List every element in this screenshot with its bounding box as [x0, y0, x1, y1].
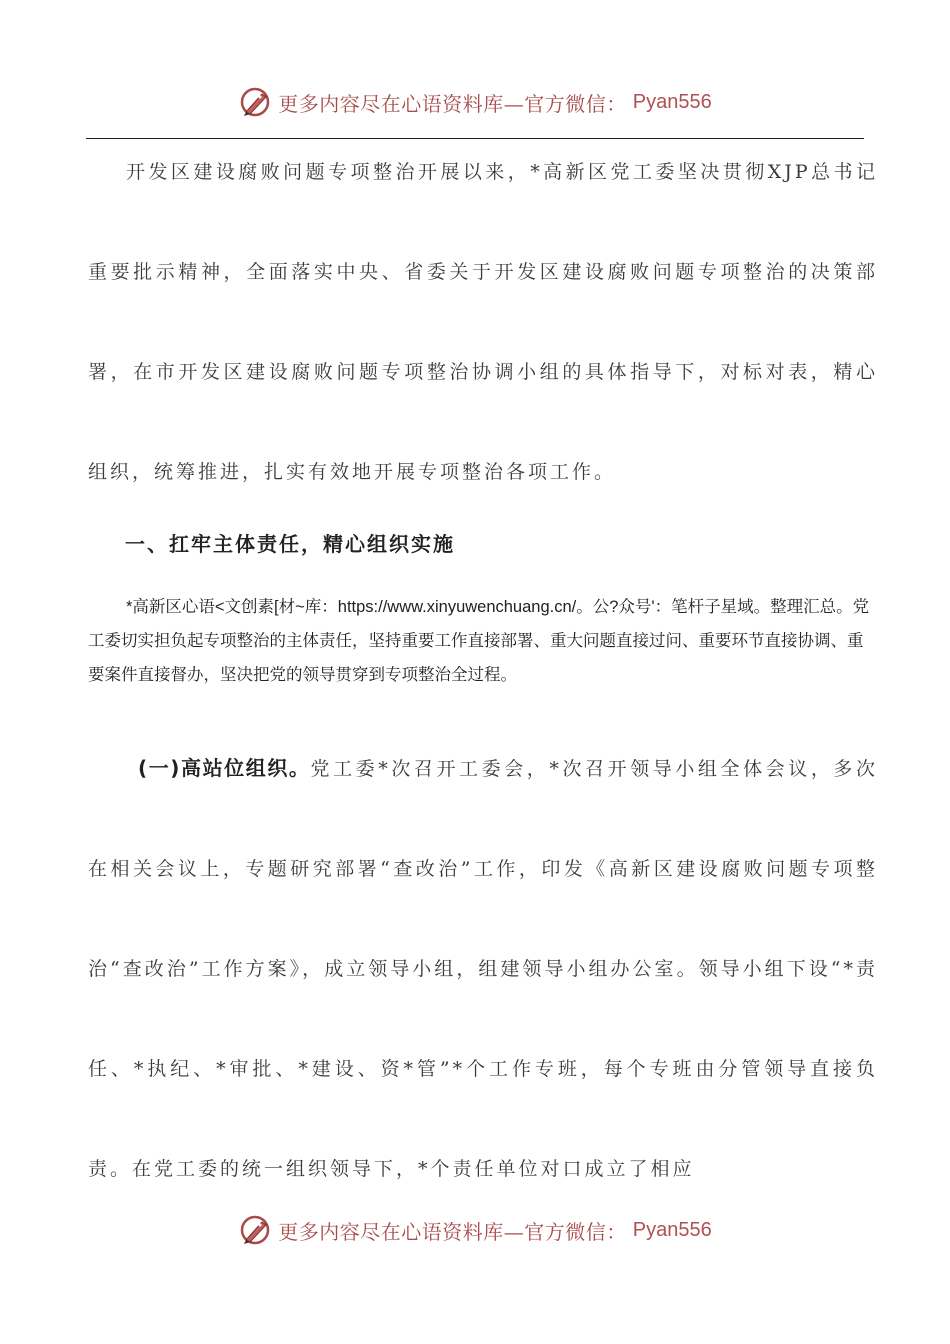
pen-logo-icon [238, 1213, 272, 1247]
footer-banner-id: Pyan556 [632, 1218, 712, 1241]
paragraph-3 [88, 718, 878, 1219]
paragraph-2 [88, 590, 878, 692]
header-banner-text: 更多内容尽在心语资料库—官方微信： [278, 91, 627, 116]
paragraph-2-text: *高新区心语<文创素[材~库：https://www.xinyuwenchuang.cn/。公?众号'：笔杆子星域。整理汇总。党工委切实担负起专项整治的主体责任，坚持重要工作直接部署、重大问题直接过问、重要环节直接协调、重要案件直接督办，坚决把党的领导贯穿到专项整治全过程。 [88, 598, 870, 684]
footer-banner [0, 1210, 950, 1250]
header-banner [0, 82, 950, 122]
paragraph-1 [88, 122, 878, 522]
section-heading-1: 一、扛牢主体责任，精心组织实施 [125, 532, 455, 556]
paragraph-1-text: 开发区建设腐败问题专项整治开展以来，*高新区党工委坚决贯彻XJP总书记重要批示精神，全面落实中央、省委关于开发区建设腐败问题专项整治的决策部署，在市开发区建设腐败问题专项整治协调小组的具体指导下，对标对表，精心组织，统筹推进，扎实有效地开展专项整治各项工作。 [88, 161, 878, 483]
header-banner-id: Pyan556 [632, 90, 712, 113]
paragraph-3-lead: (一)高站位组织。 [138, 756, 311, 780]
pen-logo-icon [238, 85, 272, 119]
paragraph-3-text: 党工委*次召开工委会，*次召开领导小组全体会议，多次在相关会议上，专题研究部署“查改治”工作，印发《高新区建设腐败问题专项整治“查改治”工作方案》，成立领导小组，组建领导小组办公室。领导小组下设“*责任、*执纪、*审批、*建设、资*管”*个工作专班，每个专班由分管领导直接负责。在党工委的统一组织领导下，*个责任单位对口成立了相应 [88, 758, 878, 1180]
footer-banner-text: 更多内容尽在心语资料库—官方微信： [278, 1219, 627, 1244]
